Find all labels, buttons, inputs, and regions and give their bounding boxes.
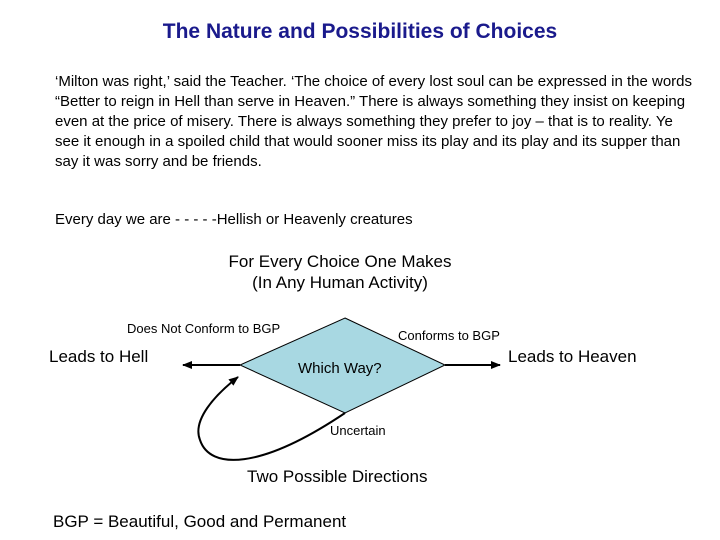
left-condition-label: Does Not Conform to BGP: [127, 321, 281, 336]
choice-heading-line-2: (In Any Human Activity): [252, 273, 428, 292]
every-day-statement: Every day we are - - - - -Hellish or Heavenly creatures: [55, 211, 413, 228]
hell-outcome-label: Leads to Hell: [49, 347, 149, 366]
two-directions-label: Two Possible Directions: [247, 467, 428, 486]
slide-title: The Nature and Possibilities of Choices: [162, 20, 558, 43]
uncertain-label: Uncertain: [330, 423, 386, 438]
heaven-outcome-label: Leads to Heaven: [508, 347, 637, 366]
quote-paragraph: ‘Milton was right,’ said the Teacher. ‘The choice of every lost soul can be expressed in the words “Better to reign in Hell than serve in Heaven.” There is always something they insist on keeping even at the price of misery. There is always something they prefer to joy – that is to reality. Ye see it enough in a spoiled child that would sooner miss its play and its play and its supper than say it was sorry and be friends.: [55, 73, 692, 170]
bgp-footnote: BGP = Beautiful, Good and Permanent: [53, 512, 347, 531]
right-condition-label: Conforms to BGP: [398, 328, 500, 343]
choice-heading-line-1: For Every Choice One Makes: [228, 252, 452, 271]
which-way-label: Which Way?: [298, 360, 382, 377]
